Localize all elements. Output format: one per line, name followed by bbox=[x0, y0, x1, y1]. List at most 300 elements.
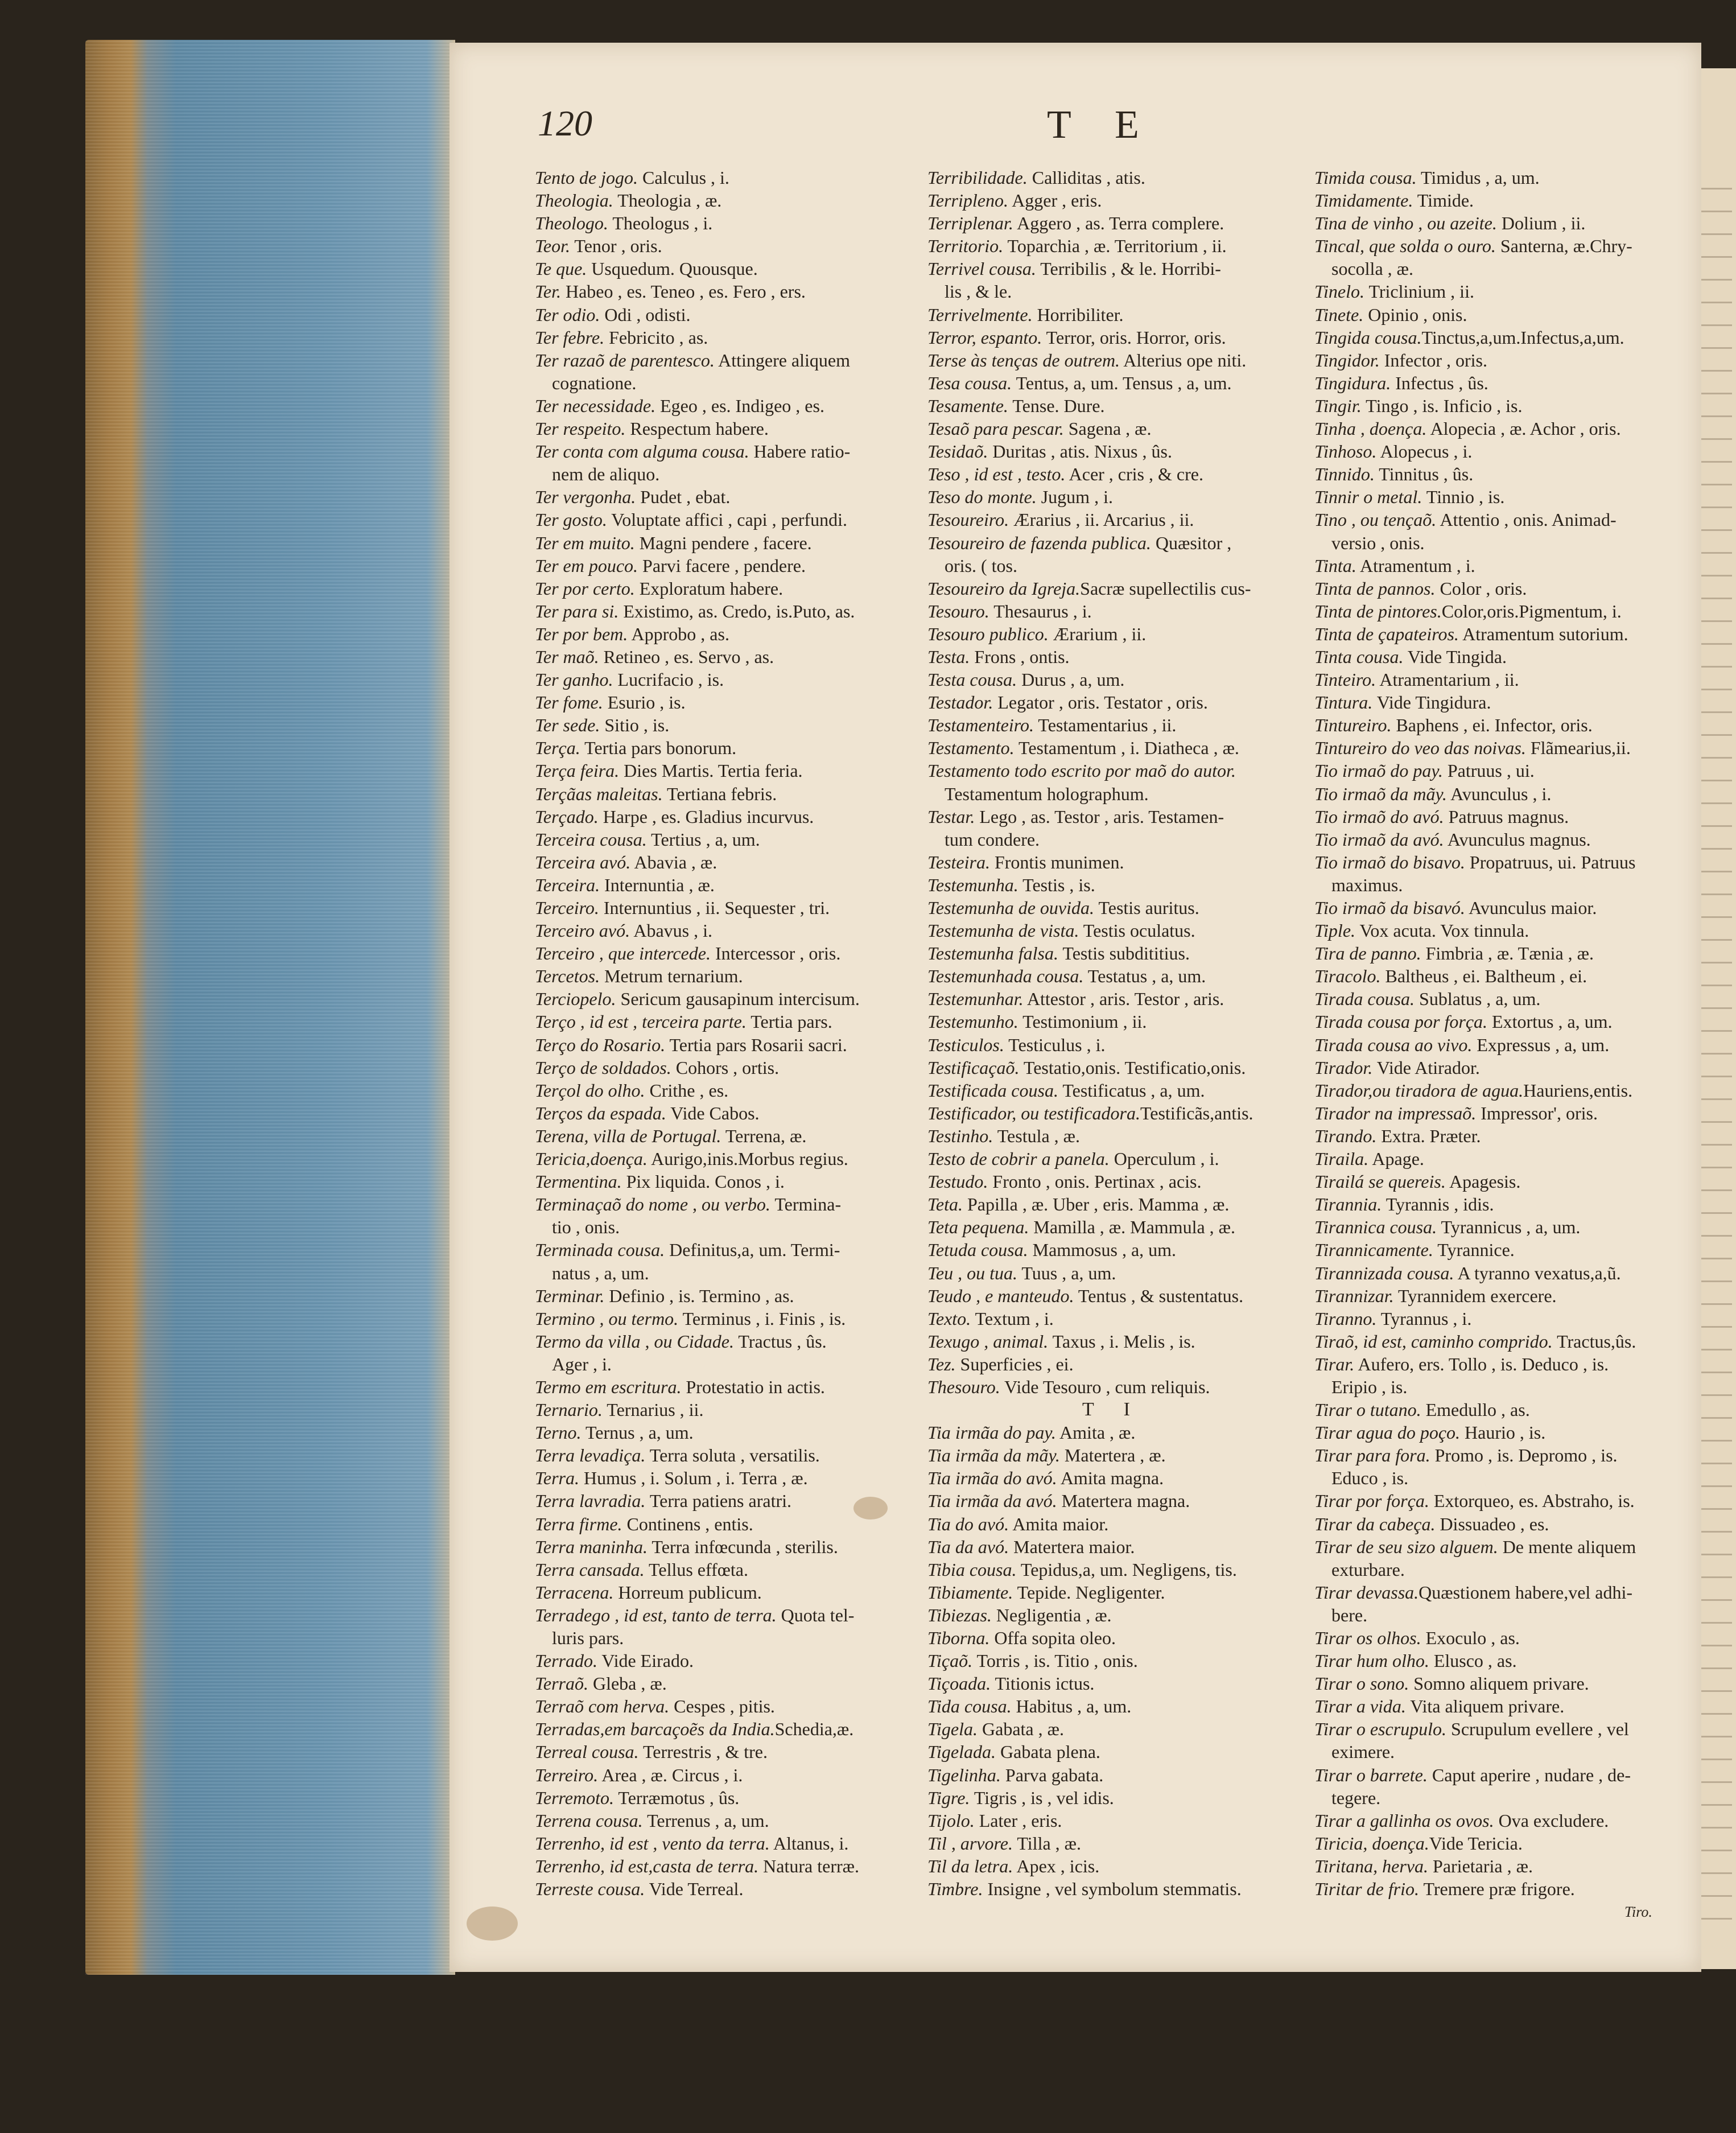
dictionary-entry bbox=[535, 1238, 905, 1261]
definition: Tepidus,a, um. Negligens, tis. bbox=[1016, 1559, 1237, 1580]
definition: Impressor', oris. bbox=[1476, 1102, 1598, 1123]
dictionary-entry bbox=[1314, 1832, 1679, 1855]
headword: Tigelinha. bbox=[927, 1764, 1001, 1785]
headword: Ter necessidade. bbox=[535, 395, 656, 416]
headword: Tirannicamente. bbox=[1314, 1240, 1433, 1261]
dictionary-entry bbox=[535, 577, 905, 600]
definition: Esurio , is. bbox=[603, 692, 686, 713]
definition: Extra. Præter. bbox=[1376, 1125, 1481, 1146]
headword: Tirannia. bbox=[1314, 1194, 1382, 1215]
headword: Terrivel cousa. bbox=[927, 258, 1036, 279]
dictionary-entry bbox=[927, 965, 1297, 987]
definition: Vide Atirador. bbox=[1372, 1057, 1480, 1078]
headword: Til da letra. bbox=[927, 1855, 1013, 1876]
headword: Ter vergonha. bbox=[535, 487, 636, 508]
headword: Terra cansada. bbox=[535, 1559, 645, 1580]
headword: Tirannizada cousa. bbox=[1314, 1262, 1454, 1283]
headword: Terremoto. bbox=[535, 1787, 614, 1808]
definition: Ternarius , ii. bbox=[602, 1399, 704, 1420]
headword: Testador. bbox=[927, 692, 993, 713]
definition: Tertia pars bonorum. bbox=[580, 738, 737, 759]
definition: Testamentarius , ii. bbox=[1033, 715, 1177, 736]
headword: Tinta de pannos. bbox=[1314, 578, 1436, 599]
dictionary-entry bbox=[927, 851, 1297, 874]
definition: Extortus , a, um. bbox=[1487, 1011, 1613, 1032]
definition: Tuus , a, um. bbox=[1017, 1262, 1116, 1283]
headword: Ter em muito. bbox=[535, 532, 635, 553]
headword: Tirar para fora. bbox=[1314, 1445, 1430, 1466]
headword: Tinnido. bbox=[1314, 464, 1375, 485]
headword: Testamento. bbox=[927, 738, 1015, 759]
dictionary-entry bbox=[1314, 783, 1679, 805]
definition: Definio , is. Termino , as. bbox=[604, 1285, 794, 1306]
headword: Ter gosto. bbox=[535, 509, 607, 530]
headword: Tento de jogo. bbox=[535, 167, 638, 188]
headword: Terra firme. bbox=[535, 1513, 622, 1534]
dictionary-entry bbox=[927, 349, 1297, 372]
definition: Triclinium , ii. bbox=[1364, 281, 1474, 302]
dictionary-entry bbox=[535, 874, 905, 896]
dictionary-entry bbox=[1314, 485, 1679, 508]
definition: Vide Tingidura. bbox=[1372, 692, 1491, 713]
definition: Flãmearius,ii. bbox=[1525, 738, 1631, 759]
definition: Sacræ supellectilis cus- bbox=[1080, 578, 1251, 599]
dictionary-entry bbox=[927, 1649, 1297, 1672]
headword: Tesa cousa. bbox=[927, 372, 1012, 393]
dictionary-entry bbox=[1314, 1056, 1679, 1079]
definition: Agger , eris. bbox=[1008, 190, 1102, 211]
dictionary-entry bbox=[1314, 1079, 1679, 1102]
column-1 bbox=[535, 166, 905, 1900]
headword: Ter ganho. bbox=[535, 669, 613, 690]
dictionary-entry bbox=[927, 1832, 1297, 1855]
dictionary-entry bbox=[535, 623, 905, 645]
definition: tegere. bbox=[1331, 1787, 1381, 1808]
definition: Crithe , es. bbox=[645, 1080, 729, 1101]
headword: Tijolo. bbox=[927, 1810, 975, 1831]
headword: Termo da villa , ou Cidade. bbox=[535, 1331, 734, 1352]
headword: Ter sede. bbox=[535, 715, 600, 736]
definition: Color,oris.Pigmentum, i. bbox=[1441, 600, 1622, 621]
headword: Tez. bbox=[927, 1353, 956, 1374]
headword: Testiculos. bbox=[927, 1034, 1004, 1055]
definition: Terrestris , & tre. bbox=[638, 1741, 768, 1763]
definition: Alopecia , æ. Achor , oris. bbox=[1426, 418, 1621, 439]
headword: Tia irmãa da mãy. bbox=[927, 1445, 1060, 1466]
dictionary-entry bbox=[1314, 577, 1679, 600]
entry-continuation bbox=[927, 828, 1297, 851]
headword: Tia do avó. bbox=[927, 1513, 1009, 1534]
headword: Terra. bbox=[535, 1468, 579, 1489]
definition: Educo , is. bbox=[1331, 1468, 1409, 1489]
dictionary-entry bbox=[535, 234, 905, 257]
dictionary-entry bbox=[927, 600, 1297, 623]
headword: Terrivelmente. bbox=[927, 304, 1033, 325]
headword: Tinteiro. bbox=[1314, 669, 1376, 690]
definition: Humus , i. Solum , i. Terra , æ. bbox=[579, 1468, 808, 1489]
headword: Tigre. bbox=[927, 1787, 970, 1808]
headword: Terçãas maleitas. bbox=[535, 783, 663, 804]
dictionary-entry bbox=[1314, 554, 1679, 577]
definition: Sagena , æ. bbox=[1063, 418, 1152, 439]
definition: Tepide. Negligenter. bbox=[1013, 1582, 1165, 1603]
dictionary-entry bbox=[927, 1262, 1297, 1284]
dictionary-entry bbox=[927, 303, 1297, 326]
definition: Terror, oris. Horror, oris. bbox=[1042, 327, 1226, 348]
dictionary-entry bbox=[927, 1535, 1297, 1558]
headword: Til , arvore. bbox=[927, 1833, 1013, 1854]
dictionary-entry bbox=[535, 508, 905, 531]
dictionary-entry bbox=[535, 691, 905, 714]
dictionary-entry bbox=[1314, 508, 1679, 531]
dictionary-entry bbox=[1314, 1330, 1679, 1353]
dictionary-entry bbox=[927, 1238, 1297, 1261]
headword: Terribilidade. bbox=[927, 167, 1028, 188]
definition: Testatus , a, um. bbox=[1083, 966, 1206, 987]
dictionary-entry bbox=[1314, 166, 1679, 189]
dictionary-entry bbox=[1314, 1489, 1679, 1512]
dictionary-entry bbox=[1314, 851, 1679, 874]
definition: Sitio , is. bbox=[600, 715, 670, 736]
definition: Febricito , as. bbox=[604, 327, 708, 348]
dictionary-entry bbox=[927, 1079, 1297, 1102]
headword: Tirailá se quereis. bbox=[1314, 1171, 1446, 1192]
definition: Tenor , oris. bbox=[570, 236, 662, 257]
definition: Later , eris. bbox=[974, 1810, 1062, 1831]
definition: Exoculo , as. bbox=[1421, 1628, 1520, 1648]
dictionary-entry bbox=[927, 805, 1297, 828]
headword: Tio irmaõ do bisavo. bbox=[1314, 851, 1465, 872]
definition: Somno aliquem privare. bbox=[1409, 1673, 1589, 1694]
definition: Durus , a, um. bbox=[1017, 669, 1125, 690]
headword: Terciopelo. bbox=[535, 989, 616, 1010]
dictionary-entry bbox=[535, 1193, 905, 1216]
entry-continuation bbox=[927, 783, 1297, 805]
definition: Avunculus magnus. bbox=[1444, 829, 1591, 850]
headword: Timida cousa. bbox=[1314, 167, 1417, 188]
definition: Fronto , onis. Pertinax , acis. bbox=[988, 1171, 1202, 1192]
definition: Internuntia , æ. bbox=[600, 874, 715, 895]
definition: Tractus,ûs. bbox=[1552, 1331, 1636, 1352]
definition: Testis subdititius. bbox=[1058, 943, 1190, 964]
headword: Teu , ou tua. bbox=[927, 1262, 1017, 1283]
dictionary-entry bbox=[927, 1376, 1297, 1398]
definition: Vide Terreal. bbox=[645, 1879, 744, 1900]
dictionary-entry bbox=[927, 1764, 1297, 1786]
headword: Ter odio. bbox=[535, 304, 600, 325]
headword: Tirar o barrete. bbox=[1314, 1764, 1428, 1785]
definition: Ova excludere. bbox=[1494, 1810, 1609, 1831]
headword: Testemunha de vista. bbox=[927, 920, 1079, 941]
headword: Tingida cousa. bbox=[1314, 327, 1422, 348]
definition: Frons , ontis. bbox=[970, 646, 1070, 667]
headword: Tinta. bbox=[1314, 555, 1356, 576]
headword: Tirannica cousa. bbox=[1314, 1217, 1437, 1238]
dictionary-entry bbox=[1314, 1855, 1679, 1877]
definition: Gabata , æ. bbox=[978, 1719, 1064, 1740]
headword: Tirada cousa. bbox=[1314, 989, 1415, 1010]
dictionary-entry bbox=[535, 987, 905, 1010]
definition: Definitus,a, um. Termi- bbox=[665, 1240, 840, 1261]
definition: Usquedum. Quousque. bbox=[587, 258, 758, 279]
dictionary-entry bbox=[927, 714, 1297, 736]
dictionary-entry bbox=[535, 554, 905, 577]
definition: Testamentum , i. Diatheca , æ. bbox=[1014, 738, 1239, 759]
headword: Tigelada. bbox=[927, 1741, 996, 1763]
entry-continuation bbox=[535, 1262, 905, 1284]
definition: Testificãs,antis. bbox=[1140, 1102, 1253, 1123]
definition: Opinio , onis. bbox=[1363, 304, 1467, 325]
dictionary-entry bbox=[535, 1718, 905, 1740]
dictionary-entry bbox=[927, 919, 1297, 942]
dictionary-entry bbox=[535, 280, 905, 303]
headword: Tetuda cousa. bbox=[927, 1240, 1028, 1261]
dictionary-entry bbox=[535, 1170, 905, 1193]
headword: Ter por certo. bbox=[535, 578, 635, 599]
headword: Teso , id est , testo. bbox=[927, 464, 1066, 485]
dictionary-entry bbox=[1314, 189, 1679, 212]
dictionary-entry bbox=[927, 485, 1297, 508]
dictionary-entry bbox=[927, 1467, 1297, 1489]
entry-continuation bbox=[1314, 257, 1679, 280]
headword: Tiraila. bbox=[1314, 1148, 1369, 1170]
definition: Operculum , i. bbox=[1109, 1148, 1219, 1170]
headword: Terços da espada. bbox=[535, 1102, 666, 1123]
definition: exturbare. bbox=[1331, 1559, 1405, 1580]
definition: tum condere. bbox=[945, 829, 1040, 850]
headword: Terceira avó. bbox=[535, 851, 631, 872]
headword: Tirar de seu sizo alguem. bbox=[1314, 1536, 1498, 1557]
dictionary-entry bbox=[927, 896, 1297, 919]
definition: Tyrannicus , a, um. bbox=[1437, 1217, 1581, 1238]
headword: Thesouro. bbox=[927, 1376, 1000, 1397]
definition: Extorqueo, es. Abstraho, is. bbox=[1429, 1490, 1635, 1512]
running-header: T E bbox=[1047, 103, 1156, 147]
dictionary-entry bbox=[927, 1033, 1297, 1056]
headword: Terminada cousa. bbox=[535, 1240, 665, 1261]
dictionary-entry bbox=[1314, 805, 1679, 828]
headword: Tesouro publico. bbox=[927, 623, 1049, 644]
worm-damage bbox=[467, 1906, 518, 1941]
definition: Tertius , a, um. bbox=[646, 829, 760, 850]
dictionary-entry bbox=[927, 257, 1297, 280]
dictionary-entry bbox=[1314, 394, 1679, 417]
headword: Terena, villa de Portugal. bbox=[535, 1125, 721, 1146]
headword: Tino , ou tençaõ. bbox=[1314, 509, 1437, 530]
dictionary-entry bbox=[1314, 828, 1679, 851]
definition: Ternus , a, um. bbox=[581, 1422, 694, 1443]
definition: Tertiana febris. bbox=[662, 783, 777, 804]
dictionary-entry bbox=[535, 645, 905, 668]
definition: Lego , as. Testor , aris. Testamen- bbox=[975, 806, 1224, 827]
headword: Teso do monte. bbox=[927, 487, 1037, 508]
dictionary-entry bbox=[927, 1489, 1297, 1512]
dictionary-entry bbox=[1314, 1010, 1679, 1033]
dictionary-entry bbox=[535, 851, 905, 874]
headword: Tirar a vida. bbox=[1314, 1696, 1406, 1717]
headword: Terço de soldados. bbox=[535, 1057, 671, 1078]
headword: Tirador. bbox=[1314, 1057, 1373, 1078]
headword: Testemunhar. bbox=[927, 989, 1024, 1010]
dictionary-entry bbox=[927, 1010, 1297, 1033]
dictionary-entry bbox=[1314, 280, 1679, 303]
definition: Patruus magnus. bbox=[1444, 806, 1569, 827]
dictionary-entry bbox=[1314, 714, 1679, 736]
headword: Tesidaõ. bbox=[927, 441, 988, 462]
dictionary-entry bbox=[927, 1786, 1297, 1809]
definition: Quota tel- bbox=[776, 1604, 855, 1625]
definition: tio , onis. bbox=[552, 1217, 620, 1238]
definition: Vide Tesouro , cum reliquis. bbox=[1000, 1376, 1210, 1397]
dictionary-entry bbox=[1314, 668, 1679, 691]
definition: Tertia pars. bbox=[746, 1011, 832, 1032]
definition: maximus. bbox=[1331, 874, 1403, 895]
dictionary-entry bbox=[1314, 349, 1679, 372]
definition: Amita , æ. bbox=[1055, 1422, 1136, 1443]
dictionary-entry bbox=[1314, 1877, 1679, 1900]
definition: Altanus, i. bbox=[769, 1833, 849, 1854]
book-edge bbox=[85, 40, 455, 1975]
headword: Terceiro. bbox=[535, 897, 599, 918]
definition: Metrum ternarium. bbox=[600, 966, 743, 987]
dictionary-entry bbox=[535, 1832, 905, 1855]
headword: Terra maninha. bbox=[535, 1536, 648, 1557]
headword: Terreal cousa. bbox=[535, 1741, 639, 1763]
definition: Internuntius , ii. Sequester , tri. bbox=[599, 897, 830, 918]
definition: Propatruus, ui. Patruus bbox=[1465, 851, 1636, 872]
dictionary-entry bbox=[1314, 1581, 1679, 1604]
headword: Tirar o escrupulo. bbox=[1314, 1719, 1447, 1740]
definition: Terribilis , & le. Horribi- bbox=[1036, 258, 1221, 279]
headword: Terceiro avó. bbox=[535, 920, 630, 941]
dictionary-entry bbox=[535, 1467, 905, 1489]
definition: Tinctus,a,um.Infectus,a,um. bbox=[1421, 327, 1624, 348]
definition: Atramentum , i. bbox=[1356, 555, 1475, 576]
dictionary-entry bbox=[535, 942, 905, 965]
headword: Testemunha. bbox=[927, 874, 1018, 895]
dictionary-entry bbox=[927, 691, 1297, 714]
headword: Ter. bbox=[535, 281, 561, 302]
entry-continuation bbox=[1314, 1786, 1679, 1809]
dictionary-entry bbox=[1314, 919, 1679, 942]
dictionary-entry bbox=[535, 326, 905, 349]
headword: Tesoureiro de fazenda publica. bbox=[927, 532, 1151, 553]
definition: Aggero , as. Terra complere. bbox=[1013, 213, 1224, 234]
headword: Tesouro. bbox=[927, 600, 989, 621]
definition: Matertera , æ. bbox=[1059, 1445, 1166, 1466]
definition: Schedia,æ. bbox=[774, 1719, 854, 1740]
definition: Textum , i. bbox=[971, 1308, 1054, 1329]
dictionary-entry bbox=[535, 1604, 905, 1626]
headword: Tinelo. bbox=[1314, 281, 1365, 302]
definition: Magni pendere , facere. bbox=[634, 532, 812, 553]
dictionary-entry bbox=[1314, 212, 1679, 234]
headword: Tirar agua do poço. bbox=[1314, 1422, 1461, 1443]
definition: Testula , æ. bbox=[993, 1125, 1081, 1146]
dictionary-entry bbox=[927, 417, 1297, 440]
headword: Teta pequena. bbox=[927, 1217, 1029, 1238]
definition: Duritas , atis. Nixus , ûs. bbox=[988, 441, 1172, 462]
definition: Tremere præ frigore. bbox=[1419, 1879, 1575, 1900]
definition: Quæsitor , bbox=[1151, 532, 1232, 553]
headword: Tirar o tutano. bbox=[1314, 1399, 1421, 1420]
definition: Avunculus , i. bbox=[1446, 783, 1552, 804]
entry-continuation bbox=[1314, 1467, 1679, 1489]
definition: Avunculus maior. bbox=[1465, 897, 1597, 918]
dictionary-entry bbox=[1314, 1718, 1679, 1740]
definition: Continens , entis. bbox=[622, 1513, 753, 1534]
definition: Mammosus , a, um. bbox=[1028, 1240, 1177, 1261]
headword: Tira de panno. bbox=[1314, 943, 1421, 964]
headword: Ter por bem. bbox=[535, 623, 628, 644]
dictionary-entry bbox=[535, 1649, 905, 1672]
definition: Offa sopita oleo. bbox=[989, 1628, 1116, 1648]
definition: Color , oris. bbox=[1435, 578, 1527, 599]
definition: nem de aliquo. bbox=[552, 464, 660, 485]
definition: Apagesis. bbox=[1445, 1171, 1521, 1192]
definition: Terræmotus , ûs. bbox=[613, 1787, 740, 1808]
headword: Terçado. bbox=[535, 806, 599, 827]
headword: Tesaõ para pescar. bbox=[927, 418, 1064, 439]
definition: Natura terræ. bbox=[758, 1855, 859, 1876]
dictionary-entry bbox=[535, 1376, 905, 1398]
definition: Habere ratio- bbox=[749, 441, 851, 462]
dictionary-entry bbox=[535, 532, 905, 554]
dictionary-entry bbox=[535, 303, 905, 326]
dictionary-entry bbox=[1314, 417, 1679, 440]
headword: Tirar por força. bbox=[1314, 1490, 1429, 1512]
definition: Approbo , as. bbox=[628, 623, 729, 644]
dictionary-entry bbox=[1314, 1216, 1679, 1238]
headword: Tintura. bbox=[1314, 692, 1373, 713]
definition: Infectus , ûs. bbox=[1391, 372, 1488, 393]
entry-continuation bbox=[1314, 874, 1679, 896]
dictionary-entry bbox=[535, 1079, 905, 1102]
dictionary-entry bbox=[1314, 1626, 1679, 1649]
definition: Area , æ. Circus , i. bbox=[598, 1764, 743, 1785]
headword: Timbre. bbox=[927, 1879, 983, 1900]
definition: Testimonium , ii. bbox=[1018, 1011, 1147, 1032]
dictionary-entry bbox=[927, 942, 1297, 965]
headword: Terrena cousa. bbox=[535, 1810, 643, 1831]
dictionary-entry bbox=[1314, 1513, 1679, 1535]
dictionary-entry bbox=[535, 1535, 905, 1558]
headword: Ter em pouco. bbox=[535, 555, 638, 576]
dictionary-entry bbox=[535, 1672, 905, 1695]
dictionary-entry bbox=[927, 234, 1297, 257]
dictionary-entry bbox=[927, 1558, 1297, 1581]
dictionary-entry bbox=[927, 508, 1297, 531]
dictionary-entry bbox=[927, 1421, 1297, 1444]
entry-continuation bbox=[1314, 1558, 1679, 1581]
dictionary-entry bbox=[535, 714, 905, 736]
dictionary-entry bbox=[1314, 372, 1679, 394]
dictionary-entry bbox=[1314, 1764, 1679, 1786]
headword: Tirada cousa por força. bbox=[1314, 1011, 1488, 1032]
headword: Tinta cousa. bbox=[1314, 646, 1404, 667]
headword: Theologo. bbox=[535, 213, 608, 234]
dictionary-entry bbox=[535, 1581, 905, 1604]
definition: Timide. bbox=[1413, 190, 1474, 211]
definition: Calliditas , atis. bbox=[1027, 167, 1145, 188]
definition: Amita maior. bbox=[1009, 1513, 1109, 1534]
dictionary-entry bbox=[1314, 1695, 1679, 1718]
headword: Tesamente. bbox=[927, 395, 1008, 416]
dictionary-entry bbox=[535, 805, 905, 828]
headword: Tiritar de frio. bbox=[1314, 1879, 1420, 1900]
dictionary-entry bbox=[927, 1855, 1297, 1877]
definition: Egeo , es. Indigeo , es. bbox=[655, 395, 824, 416]
